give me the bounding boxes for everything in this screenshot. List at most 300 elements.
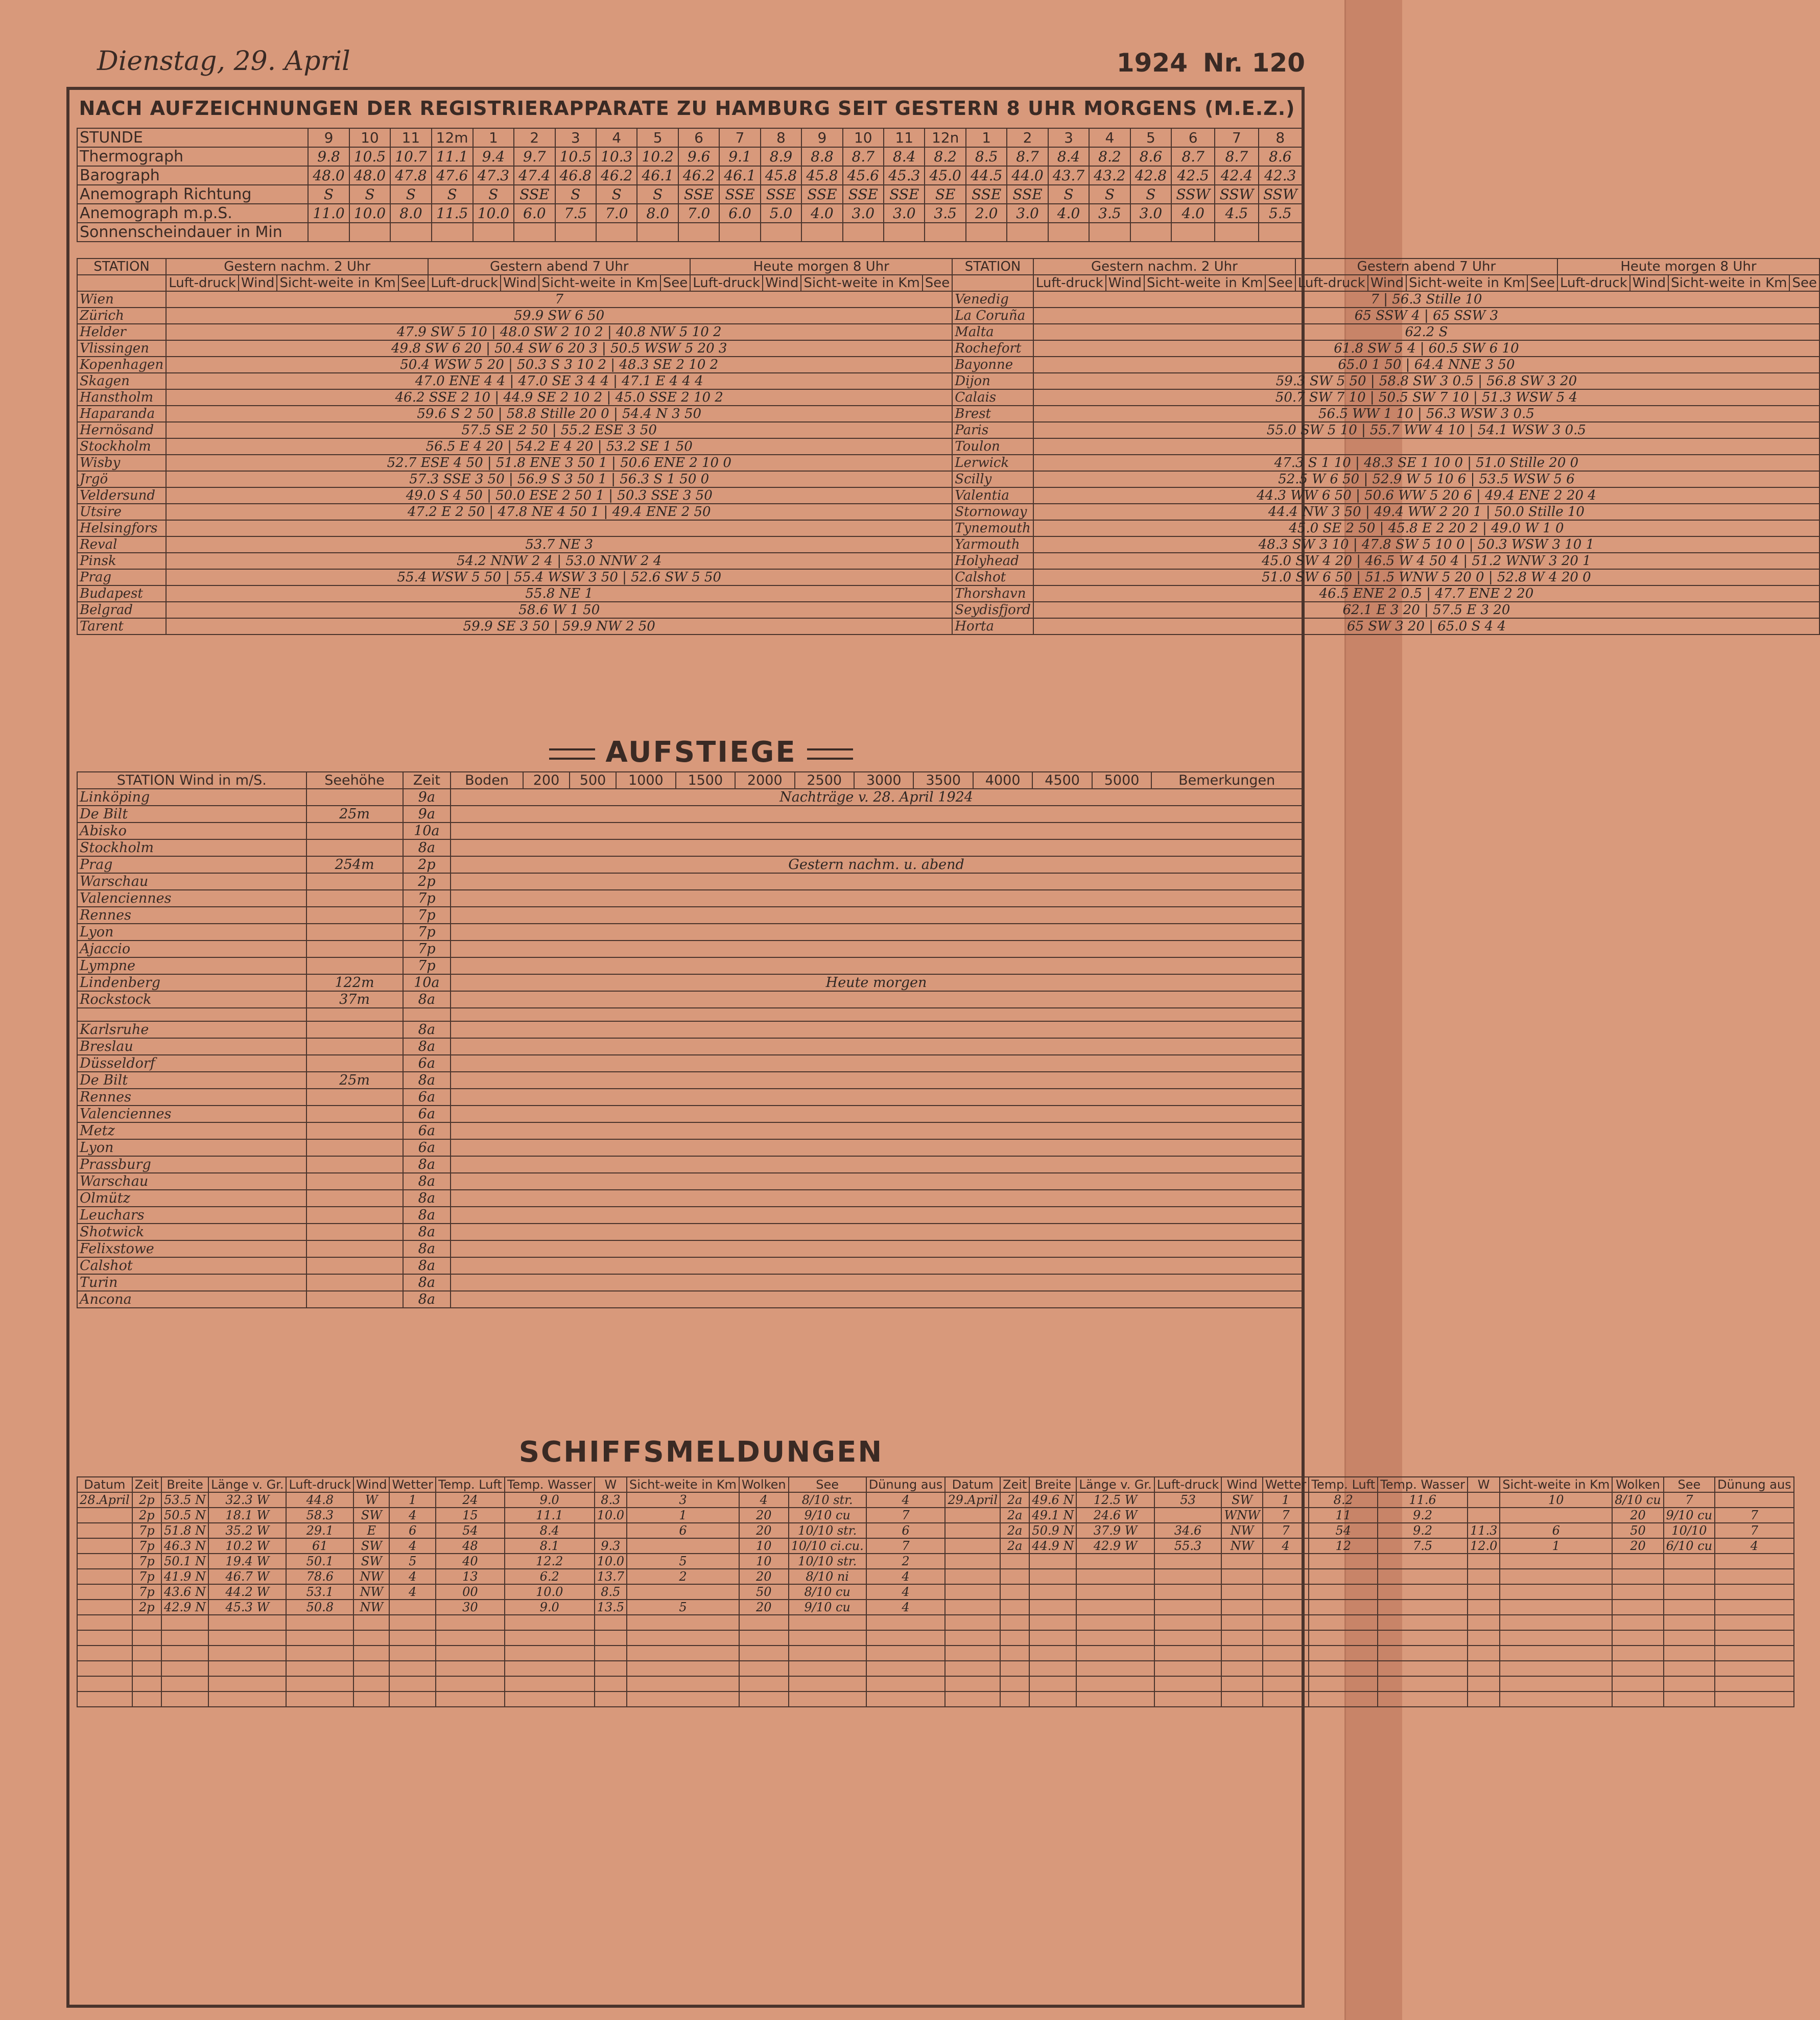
- station-values: 56.5 E 4 20 | 54.2 E 4 20 | 53.2 SE 1 50: [166, 438, 952, 455]
- ship-value: [1664, 1554, 1715, 1569]
- ship-value: 1: [1263, 1492, 1309, 1508]
- hour-value: 4.0: [1171, 204, 1215, 223]
- ship-value: 40: [436, 1554, 505, 1569]
- ship-value: [1500, 1692, 1612, 1707]
- ship-value: [1221, 1584, 1262, 1600]
- ship-value: [1468, 1554, 1500, 1569]
- col-heading: Temp. Wasser: [505, 1477, 595, 1492]
- ship-value: 20: [739, 1508, 789, 1523]
- ship-value: 51.8 N: [161, 1523, 208, 1538]
- hour-value: 4.5: [1215, 204, 1258, 223]
- hour-value: SSE: [514, 185, 555, 204]
- hour-value: 42.5: [1171, 166, 1215, 185]
- ship-value: [353, 1630, 389, 1646]
- hour-value: S: [555, 185, 596, 204]
- ascent-station: Warschau: [77, 1173, 306, 1190]
- ship-value: [77, 1630, 132, 1646]
- hour-value: 10.3: [596, 147, 637, 166]
- ship-value: [208, 1646, 286, 1661]
- hour-header: 8: [761, 128, 801, 147]
- ship-value: 53.5 N: [161, 1492, 208, 1508]
- hour-value: 8.7: [1215, 147, 1258, 166]
- col-heading: 1500: [676, 772, 735, 789]
- ship-value: [353, 1646, 389, 1661]
- ship-value: [161, 1692, 208, 1707]
- station-name: Tynemouth: [952, 520, 1033, 536]
- hour-value: SSW: [1259, 185, 1302, 204]
- col-heading: 200: [523, 772, 570, 789]
- ascent-time: 2p: [403, 856, 451, 873]
- ship-value: 6: [627, 1523, 739, 1538]
- ship-value: [1076, 1692, 1154, 1707]
- ship-value: 44.2 W: [208, 1584, 286, 1600]
- ship-value: [132, 1615, 161, 1630]
- ship-value: [77, 1646, 132, 1661]
- ship-value: [789, 1692, 866, 1707]
- ship-value: 42.9 N: [161, 1600, 208, 1615]
- ascent-time: 8a: [403, 1207, 451, 1224]
- ascent-time: 8a: [403, 1190, 451, 1207]
- ascent-values: [451, 873, 1302, 890]
- ship-value: [389, 1600, 436, 1615]
- hour-value: 48.0: [349, 166, 390, 185]
- time-group: Heute morgen 8 Uhr: [1557, 259, 1819, 275]
- ship-value: 29.April: [945, 1492, 1000, 1508]
- ascent-height: 254m: [306, 856, 403, 873]
- ascent-height: [306, 823, 403, 839]
- ship-value: [1029, 1661, 1076, 1676]
- hour-header: 11: [390, 128, 431, 147]
- hour-header: 6: [678, 128, 719, 147]
- ship-value: [1000, 1630, 1029, 1646]
- hour-header: 7: [1215, 128, 1258, 147]
- ascent-station: Metz: [77, 1122, 306, 1139]
- ship-value: [1715, 1569, 1794, 1584]
- ship-value: 29.1: [286, 1523, 353, 1538]
- ship-value: [436, 1676, 505, 1692]
- hour-value: [801, 223, 842, 242]
- ship-value: [627, 1615, 739, 1630]
- ascent-values: [451, 1089, 1302, 1106]
- ship-value: [1309, 1646, 1378, 1661]
- ship-value: 41.9 N: [161, 1569, 208, 1584]
- ship-value: 13: [436, 1569, 505, 1584]
- ship-value: [77, 1538, 132, 1554]
- ship-value: [161, 1630, 208, 1646]
- station-values: 47.9 SW 5 10 | 48.0 SW 2 10 2 | 40.8 NW 5 10 2: [166, 324, 952, 340]
- hour-value: [473, 223, 514, 242]
- ship-value: [1154, 1584, 1222, 1600]
- col-heading: Wind: [763, 275, 801, 291]
- hour-header: 12m: [432, 128, 473, 147]
- hour-header: 5: [1130, 128, 1171, 147]
- ship-value: [945, 1523, 1000, 1538]
- col-heading: See: [1527, 275, 1557, 291]
- ship-value: [1154, 1676, 1222, 1692]
- ship-value: NW: [353, 1600, 389, 1615]
- hour-value: 6.0: [719, 204, 760, 223]
- ship-value: [1000, 1692, 1029, 1707]
- ship-value: 10/10 str.: [789, 1523, 866, 1538]
- station-values: 54.2 NNW 2 4 | 53.0 NNW 2 4: [166, 553, 952, 569]
- ship-value: [627, 1676, 739, 1692]
- ascent-station: Calshot: [77, 1257, 306, 1274]
- hour-value: 4.0: [801, 204, 842, 223]
- station-values: 55.8 NE 1: [166, 585, 952, 602]
- ship-value: [945, 1676, 1000, 1692]
- col-heading: See: [789, 1477, 866, 1492]
- ship-value: [77, 1676, 132, 1692]
- ship-value: SW: [353, 1538, 389, 1554]
- ship-value: [1221, 1600, 1262, 1615]
- col-heading: 4500: [1032, 772, 1092, 789]
- ship-value: [286, 1676, 353, 1692]
- ascent-station: De Bilt: [77, 1072, 306, 1089]
- hour-value: 8.2: [1089, 147, 1130, 166]
- station-values: 7: [166, 291, 952, 308]
- ship-value: 10/10 str.: [789, 1554, 866, 1569]
- ship-value: [1029, 1646, 1076, 1661]
- ship-value: [436, 1661, 505, 1676]
- ship-value: 2a: [1000, 1492, 1029, 1508]
- ship-value: [1500, 1646, 1612, 1661]
- hour-header: 2: [1007, 128, 1048, 147]
- ascent-values: [451, 957, 1302, 974]
- ascent-station: Shotwick: [77, 1224, 306, 1240]
- col-heading: Sicht-weite in Km: [627, 1477, 739, 1492]
- hour-value: 43.7: [1048, 166, 1089, 185]
- station-values: 56.5 WW 1 10 | 56.3 WSW 3 0.5: [1033, 406, 1819, 422]
- ascent-time: 9a: [403, 789, 451, 806]
- ship-value: [1029, 1692, 1076, 1707]
- ship-value: [1378, 1692, 1468, 1707]
- ship-value: E: [353, 1523, 389, 1538]
- hour-value: 4.0: [1048, 204, 1089, 223]
- date-label: Dienstag, 29. April: [97, 46, 350, 77]
- ship-value: 58.3: [286, 1508, 353, 1523]
- ship-value: 20: [1612, 1538, 1663, 1554]
- row-label: Barograph: [77, 166, 308, 185]
- ship-value: [1076, 1554, 1154, 1569]
- ship-value: 2p: [132, 1508, 161, 1523]
- ship-value: 24: [436, 1492, 505, 1508]
- ship-value: [1000, 1554, 1029, 1569]
- ship-value: 53: [1154, 1492, 1222, 1508]
- ascent-values: [451, 924, 1302, 941]
- ship-value: 7: [866, 1508, 946, 1523]
- ship-value: [353, 1615, 389, 1630]
- ship-value: [132, 1661, 161, 1676]
- ship-value: [1468, 1630, 1500, 1646]
- station-values: 44.3 WW 6 50 | 50.6 WW 5 20 6 | 49.4 ENE 2 20 4: [1033, 487, 1819, 504]
- station-values: 47.2 E 2 50 | 47.8 NE 4 50 1 | 49.4 ENE 2 50: [166, 504, 952, 520]
- ship-value: [161, 1615, 208, 1630]
- ship-value: 50: [1612, 1523, 1663, 1538]
- ship-value: [1715, 1492, 1794, 1508]
- ship-value: 2p: [132, 1492, 161, 1508]
- ship-value: [1000, 1646, 1029, 1661]
- ship-value: 43.6 N: [161, 1584, 208, 1600]
- station-name: Brest: [952, 406, 1033, 422]
- col-heading: Sicht-weite in Km: [539, 275, 660, 291]
- station-name: Calais: [952, 389, 1033, 406]
- ship-value: [945, 1615, 1000, 1630]
- ship-value: [286, 1630, 353, 1646]
- ship-value: [1154, 1508, 1222, 1523]
- station-values: 65 SW 3 20 | 65.0 S 4 4: [1033, 618, 1819, 635]
- hour-value: 10.2: [637, 147, 678, 166]
- ship-value: [77, 1569, 132, 1584]
- ship-value: 24.6 W: [1076, 1508, 1154, 1523]
- ship-value: [1612, 1600, 1663, 1615]
- ascent-time: 7p: [403, 941, 451, 957]
- ascent-time: 7p: [403, 924, 451, 941]
- ship-value: [1263, 1569, 1309, 1584]
- ship-value: [1468, 1508, 1500, 1523]
- ship-value: [739, 1676, 789, 1692]
- hour-value: [1215, 223, 1258, 242]
- ship-value: 00: [436, 1584, 505, 1600]
- col-heading: Sicht-weite in Km: [1406, 275, 1527, 291]
- ship-value: [1500, 1508, 1612, 1523]
- hour-value: 10.5: [349, 147, 390, 166]
- hour-header: 10: [843, 128, 884, 147]
- ship-value: [1664, 1646, 1715, 1661]
- ship-value: [1468, 1492, 1500, 1508]
- hour-value: [308, 223, 349, 242]
- ship-value: [789, 1676, 866, 1692]
- station-name: Holyhead: [952, 553, 1033, 569]
- ascent-time: 6a: [403, 1089, 451, 1106]
- ship-value: [1221, 1692, 1262, 1707]
- station-table: [77, 258, 1820, 635]
- ship-value: [505, 1661, 595, 1676]
- ascent-station: Lyon: [77, 924, 306, 941]
- ascent-station: [77, 1008, 306, 1021]
- ascent-height: [306, 1156, 403, 1173]
- hour-value: 10.0: [349, 204, 390, 223]
- hour-value: 46.1: [637, 166, 678, 185]
- station-values: 49.8 SW 6 20 | 50.4 SW 6 20 3 | 50.5 WSW 5 20 3: [166, 340, 952, 357]
- ascent-time: 9a: [403, 806, 451, 823]
- ship-value: 10.0: [595, 1554, 627, 1569]
- station-values: 65 SSW 4 | 65 SSW 3: [1033, 308, 1819, 324]
- hour-header: 9: [801, 128, 842, 147]
- ship-value: [1263, 1661, 1309, 1676]
- ascent-values: [451, 1072, 1302, 1089]
- ascent-height: [306, 1008, 403, 1021]
- station-name: Calshot: [952, 569, 1033, 585]
- ascent-height: [306, 1274, 403, 1291]
- hour-value: 8.5: [966, 147, 1007, 166]
- col-heading: W: [1468, 1477, 1500, 1492]
- ship-value: [1154, 1661, 1222, 1676]
- ship-value: 10/10 ci.cu.: [789, 1538, 866, 1554]
- ship-value: 4: [389, 1538, 436, 1554]
- aufstiege-table: [77, 771, 1303, 1308]
- ship-value: [161, 1661, 208, 1676]
- ship-value: [789, 1646, 866, 1661]
- ship-value: [77, 1584, 132, 1600]
- station-values: 62.2 S: [1033, 324, 1819, 340]
- col-heading: 2000: [735, 772, 794, 789]
- ship-value: [286, 1615, 353, 1630]
- station-values: 58.6 W 1 50: [166, 602, 952, 618]
- ship-value: [866, 1692, 946, 1707]
- ascent-height: [306, 1122, 403, 1139]
- hour-value: 7.5: [555, 204, 596, 223]
- ship-value: [1715, 1646, 1794, 1661]
- hour-value: 42.3: [1259, 166, 1302, 185]
- ship-value: [1378, 1600, 1468, 1615]
- col-heading: Wind: [501, 275, 539, 291]
- ascent-station: Düsseldorf: [77, 1055, 306, 1072]
- ship-value: SW: [353, 1508, 389, 1523]
- col-heading: See: [1265, 275, 1295, 291]
- ship-value: [208, 1676, 286, 1692]
- col-heading: Sicht-weite in Km: [277, 275, 398, 291]
- ship-value: 34.6: [1154, 1523, 1222, 1538]
- ship-value: [1309, 1584, 1378, 1600]
- hour-value: SSE: [884, 185, 925, 204]
- hour-value: 3.0: [1130, 204, 1171, 223]
- ship-value: [77, 1661, 132, 1676]
- ship-value: [1154, 1630, 1222, 1646]
- ship-value: [627, 1630, 739, 1646]
- hour-value: 2.0: [966, 204, 1007, 223]
- ship-value: [1468, 1661, 1500, 1676]
- hour-value: SSE: [719, 185, 760, 204]
- ship-value: [866, 1676, 946, 1692]
- ship-value: 6/10 cu: [1664, 1538, 1715, 1554]
- ship-value: 7: [1263, 1523, 1309, 1538]
- ship-value: 12.5 W: [1076, 1492, 1154, 1508]
- ship-value: 7p: [132, 1584, 161, 1600]
- ship-value: [945, 1569, 1000, 1584]
- ship-value: [161, 1676, 208, 1692]
- ship-value: 6: [389, 1523, 436, 1538]
- ship-value: [866, 1615, 946, 1630]
- ship-value: 18.1 W: [208, 1508, 286, 1523]
- ship-value: 20: [1612, 1508, 1663, 1523]
- ascent-height: [306, 941, 403, 957]
- hour-value: 42.8: [1130, 166, 1171, 185]
- ship-value: [1309, 1692, 1378, 1707]
- ascent-values: Heute morgen: [451, 974, 1302, 991]
- col-heading: Wetter: [1263, 1477, 1309, 1492]
- ship-value: [353, 1676, 389, 1692]
- ship-value: [1468, 1692, 1500, 1707]
- hour-value: 46.1: [719, 166, 760, 185]
- ship-value: 5: [627, 1600, 739, 1615]
- hour-value: [637, 223, 678, 242]
- year-label: 1924: [1116, 48, 1188, 78]
- ship-value: [1000, 1661, 1029, 1676]
- col-heading: 5000: [1092, 772, 1151, 789]
- ascent-height: [306, 1106, 403, 1122]
- ship-value: [1612, 1646, 1663, 1661]
- ship-value: NW: [1221, 1523, 1262, 1538]
- ship-value: [1500, 1676, 1612, 1692]
- hour-header: 5: [637, 128, 678, 147]
- station-name: Skagen: [77, 373, 166, 389]
- ship-value: [1029, 1554, 1076, 1569]
- ship-value: [1500, 1569, 1612, 1584]
- col-heading: Wolken: [1612, 1477, 1663, 1492]
- station-values: 48.3 SW 3 10 | 47.8 SW 5 10 0 | 50.3 WSW 3 10 1: [1033, 536, 1819, 553]
- col-heading: 4000: [973, 772, 1032, 789]
- ship-value: [1309, 1615, 1378, 1630]
- ship-value: [1664, 1615, 1715, 1630]
- station-values: 50.4 WSW 5 20 | 50.3 S 3 10 2 | 48.3 SE 2 10 2: [166, 357, 952, 373]
- ship-value: [389, 1630, 436, 1646]
- ship-value: [1263, 1615, 1309, 1630]
- hour-value: 3.5: [1089, 204, 1130, 223]
- hour-value: SE: [925, 185, 965, 204]
- hour-value: 11.1: [432, 147, 473, 166]
- ship-value: [739, 1646, 789, 1661]
- station-values: [166, 520, 952, 536]
- time-group: Gestern nachm. 2 Uhr: [1033, 259, 1295, 275]
- station-name: Reval: [77, 536, 166, 553]
- ship-value: 50.1 N: [161, 1554, 208, 1569]
- ship-value: [132, 1646, 161, 1661]
- hour-header: 9: [308, 128, 349, 147]
- ascent-height: [306, 1139, 403, 1156]
- ascent-height: [306, 1207, 403, 1224]
- ship-value: 37.9 W: [1076, 1523, 1154, 1538]
- ship-value: [1000, 1615, 1029, 1630]
- ascent-station: Olmütz: [77, 1190, 306, 1207]
- hour-value: 8.9: [761, 147, 801, 166]
- col-heading: Temp. Wasser: [1378, 1477, 1468, 1492]
- ship-value: [1664, 1584, 1715, 1600]
- ship-value: 2a: [1000, 1508, 1029, 1523]
- ascent-values: [451, 806, 1302, 823]
- col-heading: See: [1789, 275, 1819, 291]
- ascent-values: [451, 1190, 1302, 1207]
- ascent-values: [451, 1106, 1302, 1122]
- ship-value: [1221, 1646, 1262, 1661]
- ship-value: [1000, 1584, 1029, 1600]
- ship-value: 7p: [132, 1569, 161, 1584]
- ascent-time: 6a: [403, 1122, 451, 1139]
- station-values: 59.6 S 2 50 | 58.8 Stille 20 0 | 54.4 N 3 50: [166, 406, 952, 422]
- ship-value: [1664, 1661, 1715, 1676]
- ship-value: 6: [1500, 1523, 1612, 1538]
- hour-value: S: [390, 185, 431, 204]
- ship-value: NW: [353, 1584, 389, 1600]
- hour-value: [555, 223, 596, 242]
- ship-value: 13.5: [595, 1600, 627, 1615]
- hour-value: 5.0: [761, 204, 801, 223]
- station-name: Budapest: [77, 585, 166, 602]
- ship-value: [286, 1646, 353, 1661]
- ship-value: 4: [866, 1600, 946, 1615]
- ship-value: [1500, 1630, 1612, 1646]
- station-name: Pinsk: [77, 553, 166, 569]
- col-heading: Wind: [353, 1477, 389, 1492]
- ship-value: W: [353, 1492, 389, 1508]
- ascent-station: Felixstowe: [77, 1240, 306, 1257]
- ship-value: [1076, 1676, 1154, 1692]
- ship-value: [945, 1538, 1000, 1554]
- ship-value: [1076, 1615, 1154, 1630]
- col-heading: See: [923, 275, 953, 291]
- station-values: 46.5 ENE 2 0.5 | 47.7 ENE 2 20: [1033, 585, 1819, 602]
- hour-value: 48.0: [308, 166, 349, 185]
- ascent-time: 8a: [403, 1291, 451, 1308]
